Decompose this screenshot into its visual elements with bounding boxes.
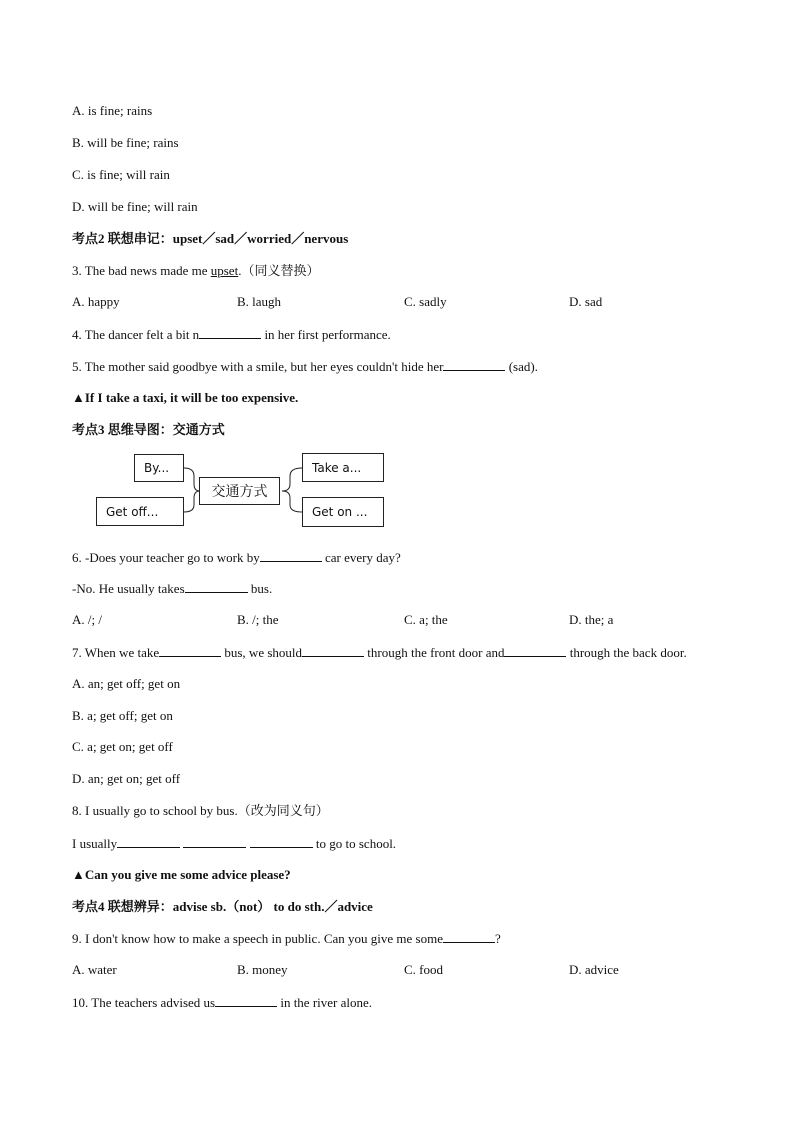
q9-option-b: B. money	[237, 962, 288, 977]
mindmap-get-off-label: Get off...	[106, 504, 159, 519]
mindmap-get-on-label: Get on ...	[312, 505, 368, 519]
q8-text-pre: I usually	[72, 836, 118, 851]
q3-option-b: B. laugh	[237, 294, 282, 309]
question-9	[72, 930, 501, 947]
q9-text-pre: 9. I don't know how to make a speech in public. Can you give me some	[72, 931, 443, 946]
q9-option-a: A. water	[72, 962, 117, 977]
q8-blank-2[interactable]	[183, 835, 246, 848]
key-point-2-heading: 考点2 联想串记：upset／sad／worried／nervous	[72, 231, 349, 246]
q7-option-a: A. an; get off; get on	[72, 676, 181, 691]
key-sentence-1: ▲If I take a taxi, it will be too expensive.	[72, 390, 299, 405]
q4-text-post: in her first performance.	[261, 327, 391, 342]
q6-option-d: D. the; a	[569, 612, 614, 627]
q6-option-c: C. a; the	[404, 612, 448, 627]
q4-text-pre: 4. The dancer felt a bit n	[72, 327, 200, 342]
mindmap-center-box	[199, 477, 280, 505]
q8-blank-3[interactable]	[250, 835, 313, 848]
q7-blank-2[interactable]	[302, 644, 364, 657]
q10-blank[interactable]	[215, 994, 277, 1007]
q6-line2-post: bus.	[247, 581, 273, 596]
q2-option-c: C. is fine; will rain	[72, 167, 170, 182]
q8-text-post: to go to school.	[312, 836, 397, 851]
q3-option-d: D. sad	[569, 294, 603, 309]
q6-line1-post: car every day?	[321, 550, 401, 565]
q9-option-d: D. advice	[569, 962, 619, 977]
q3-option-a: A. happy	[72, 294, 120, 309]
q6-blank-2[interactable]	[185, 580, 248, 593]
question-8: 8. I usually go to school by bus.（改为同义句）	[72, 803, 329, 818]
q3-text-post: .（同义替换）	[238, 263, 320, 278]
q5-text-pre: 5. The mother said goodbye with a smile, but her eyes couldn't hide her	[72, 359, 444, 374]
q7-option-c: C. a; get on; get off	[72, 739, 173, 754]
question-8-answer-line	[72, 835, 396, 852]
mindmap-by-box	[134, 454, 184, 482]
q6-option-b: B. /; the	[237, 612, 279, 627]
question-6-line-2	[72, 580, 272, 597]
q8-blank-1[interactable]	[117, 835, 180, 848]
q6-blank-1[interactable]	[260, 549, 322, 562]
q7-text-pre: 7. When we take	[72, 645, 160, 660]
q7-option-b: B. a; get off; get on	[72, 708, 173, 723]
q2-option-a: A. is fine; rains	[72, 103, 153, 118]
key-point-3-heading: 考点3 思维导图：交通方式	[72, 422, 225, 437]
q6-line1-pre: 6. -Does your teacher go to work by	[72, 550, 260, 565]
q3-text-pre: 3. The bad news made me	[72, 263, 211, 278]
mindmap-get-on-box	[302, 497, 384, 527]
q3-underlined-word: upset	[210, 263, 239, 278]
q9-option-c: C. food	[404, 962, 443, 977]
q6-line2-pre: -No. He usually takes	[72, 581, 185, 596]
q7-blank-1[interactable]	[159, 644, 221, 657]
q9-blank[interactable]	[443, 930, 495, 943]
q7-text-post: through the back door.	[566, 645, 687, 660]
q7-option-d: D. an; get on; get off	[72, 771, 181, 786]
question-7	[72, 644, 687, 661]
q10-text-pre: 10. The teachers advised us	[72, 995, 216, 1010]
key-sentence-2: ▲Can you give me some advice please?	[72, 867, 291, 882]
mindmap-by-label: By...	[144, 461, 170, 475]
q7-text-mid1: bus, we should	[221, 645, 303, 660]
q6-option-a: A. /; /	[72, 612, 102, 627]
q9-text-post: ?	[494, 931, 501, 946]
mindmap-get-off-box	[96, 497, 184, 526]
question-10	[72, 994, 372, 1011]
q2-option-d: D. will be fine; will rain	[72, 199, 198, 214]
q3-option-c: C. sadly	[404, 294, 447, 309]
q5-text-post: (sad).	[505, 359, 538, 374]
mindmap-take-label: Take a...	[312, 460, 362, 475]
mindmap-center-label: 交通方式	[211, 484, 268, 500]
q7-text-mid2: through the front door and	[364, 645, 505, 660]
mindmap-take-box	[302, 453, 384, 482]
key-point-4-heading: 考点4 联想辨异：advise sb.（not） to do sth.／advice	[72, 899, 373, 914]
q2-option-b: B. will be fine; rains	[72, 135, 179, 150]
question-6-line-1	[72, 549, 401, 566]
q7-blank-3[interactable]	[504, 644, 566, 657]
q10-text-post: in the river alone.	[277, 995, 373, 1010]
